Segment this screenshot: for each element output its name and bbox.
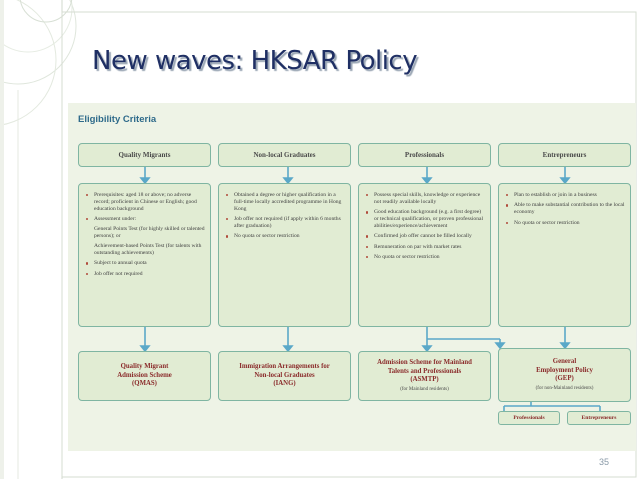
column-header-entrepreneurs: Entrepreneurs [498, 143, 631, 167]
criteria-entrepreneurs [498, 183, 631, 327]
criteria-item: No quota or sector restriction [505, 220, 626, 227]
criteria-item: Plan to establish or join in a business [505, 192, 626, 199]
scheme-name-line: Admission Scheme for Mainland [377, 359, 472, 367]
scheme-note: (for Mainland residents) [400, 386, 449, 392]
criteria-item: Remuneration on par with market rates [365, 244, 486, 251]
gep-sub-professionals: Professionals [498, 411, 560, 425]
scheme-abbreviation: (QMAS) [132, 380, 157, 388]
page-number: 35 [599, 457, 610, 467]
scheme-abbreviation: (IANG) [273, 380, 296, 388]
scheme-note: (for non-Mainland residents) [535, 385, 594, 391]
scheme-name-line: General [552, 358, 577, 366]
scheme-name-line: Immigration Arrangements for [239, 363, 330, 371]
criteria-item: Subject to annual quota [85, 260, 206, 267]
scheme-name-line: Admission Scheme [117, 371, 172, 379]
scheme-asmtp [358, 351, 491, 401]
column-header-quality-migrants: Quality Migrants [78, 143, 211, 167]
criteria-professionals [358, 183, 491, 327]
scheme-name-line: Quality Migrant [120, 363, 169, 371]
criteria-quality-migrants [78, 183, 211, 327]
gep-sub-entrepreneurs: Entrepreneurs [567, 411, 631, 425]
criteria-item: No quota or sector restriction [225, 233, 346, 240]
column-header-professionals: Professionals [358, 143, 491, 167]
criteria-item: Prerequisites: aged 18 or above; no adverse record; proficient in Chinese or English; good education background [85, 192, 206, 212]
scheme-abbreviation: (GEP) [555, 375, 574, 383]
criteria-item: Possess special skills, knowledge or experience not readily available locally [365, 192, 486, 206]
criteria-item: Confirmed job offer cannot be filled locally [365, 233, 486, 240]
scheme-abbreviation: (ASMTP) [410, 376, 439, 384]
criteria-item: Obtained a degree or higher qualification in a full-time locally accredited programme in Hong Kong [225, 192, 346, 212]
criteria-sub-item: Achievement-based Points Test (for talents with outstanding achievements) [94, 243, 202, 257]
scheme-iang [218, 351, 351, 401]
criteria-item: Job offer not required [85, 271, 206, 278]
criteria-item: Good education background (e.g. a first degree) or technical qualification, or proven professional abilities/experience/achievement [365, 209, 486, 229]
scheme-qmas [78, 351, 211, 401]
scheme-name-line: Non-local Graduates [254, 371, 315, 379]
criteria-non-local-graduates [218, 183, 351, 327]
criteria-item: Job offer not required (if apply within 6 months after graduation) [225, 216, 346, 230]
column-header-non-local-graduates: Non-local Graduates [218, 143, 351, 167]
diagram-heading: Eligibility Criteria [78, 114, 157, 125]
criteria-item: No quota or sector restriction [365, 254, 486, 261]
criteria-sub-item: General Points Test (for highly skilled or talented persons); or [94, 226, 205, 240]
scheme-gep [498, 348, 631, 402]
slide-title: New waves: HKSAR Policy [92, 46, 418, 76]
criteria-item: Able to make substantial contribution to the local economy [505, 202, 626, 216]
scheme-name-line: Talents and Professionals [387, 367, 462, 375]
scheme-name-line: Employment Policy [536, 366, 593, 374]
criteria-item: Assessment under: [85, 216, 206, 223]
